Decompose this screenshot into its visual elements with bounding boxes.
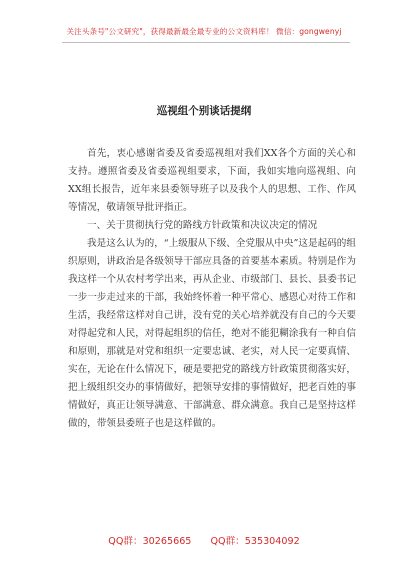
document-body [68, 145, 356, 433]
section-heading: 一、关于贯彻执行党的路线方针政策和决议决定的情况 [87, 220, 318, 231]
paragraph-body: 我是这么认为的，“上级服从下级、全党服从中央”这是起码的组织原则，讲政治是各级领导干部应具备的首要基本素质。特别是作为我这样一个从农村考学出来，再从企业、市级部门、县长、县委书记一步一步走过来的干部，我始终怀着一种平常心、感恩心对待工作和生活，我经常这样对自己讲，没有党的关心培养就没有自己的今天要对得起党和人民，对得起组织的信任，绝对不能犯糊涂我有一种自信和原则，那就是对党和组织一定要忠诚、老实，对人民一定要真情、实在，无论在什么情况下，硬是要把党的路线方针政策贯彻落实好，把上级组织交办的事情做好，把领导安排的事情做好，把老百姓的事情做好，真正让领导满意、干部满意、群众满意。我自己是坚持这样做的，带领县委班子也是这样做的。 [68, 238, 356, 429]
document-title: 巡视组个别谈话提纲 [156, 105, 252, 117]
paragraph-intro: 首先，衷心感谢省委及省委巡视组对我们XX各个方面的关心和支持。遵照省委及省委巡视组要求，下面，我如实地向巡视组、向XX组长报告，近年来县委领导班子以及我个人的思想、工作、作风等情况，敬请领导批评指正。 [68, 148, 356, 213]
qq-group-2[interactable]: QQ群：535304092 [210, 536, 300, 547]
qq-group-1[interactable]: QQ群：30265665 [108, 536, 192, 547]
header-divider [62, 42, 350, 43]
footer-contact [0, 533, 408, 547]
header-banner[interactable]: 关注头条号"公文研究"，获得最新最全最专业的公文资料库！ 微信：gongwenyj [66, 27, 342, 36]
